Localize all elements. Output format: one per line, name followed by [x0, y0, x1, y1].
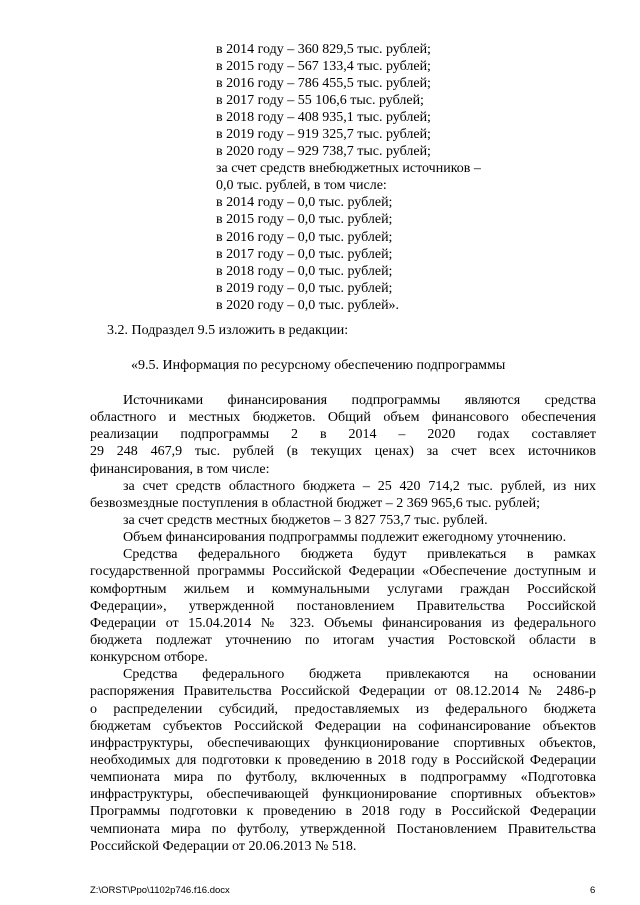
paragraph-line: государственной программы Российской Федерации «Обеспечение доступным и: [90, 564, 596, 580]
list-item: в 2018 году – 408 935,1 тыс. рублей;: [216, 110, 431, 126]
paragraph-line: чемпионата мира по футболу, включенных в подпрограмму «Подготовка: [90, 770, 596, 786]
paragraph-sources: [90, 392, 596, 855]
paragraph-line: финансирования, в том числе:: [90, 461, 270, 477]
paragraph-line: Средства федерального бюджета привлекаются на основании: [123, 667, 596, 683]
paragraph-line: за счет средств областного бюджета – 25 420 714,2 тыс. рублей, из них: [123, 478, 596, 494]
list-item: в 2017 году – 0,0 тыс. рублей;: [216, 246, 393, 262]
list-item: в 2019 году – 0,0 тыс. рублей;: [216, 280, 393, 296]
list-item: в 2014 году – 0,0 тыс. рублей;: [216, 195, 393, 211]
paragraph-line: Федерации от 15.04.2014 № 323. Объемы финансирования из федерального: [90, 615, 596, 631]
list-item: в 2020 году – 929 738,7 тыс. рублей;: [216, 144, 431, 160]
list-item: в 2018 году – 0,0 тыс. рублей;: [216, 263, 393, 279]
paragraph-line: реализации подпрограммы 2 в 2014 – 2020 годах составляет: [90, 427, 596, 443]
paragraph-line: областного и местных бюджетов. Общий объем финансового обеспечения: [90, 410, 596, 426]
funding-by-year-list: [216, 41, 481, 314]
paragraph-line: бюджета подлежат уточнению по итогам участия Ростовской области в: [90, 632, 596, 648]
paragraph-line: инфраструктуры, обеспечивающих функционирование спортивных объектов,: [90, 735, 596, 751]
list-item: в 2017 году – 55 106,6 тыс. рублей;: [216, 93, 424, 109]
paragraph-line: Источниками финансирования подпрограммы являются средства: [123, 393, 596, 408]
paragraph-line: чемпионата мира по футболу, утвержденной Постановлением Правительства: [90, 821, 596, 837]
paragraph-line: за счет средств местных бюджетов – 3 827 753,7 тыс. рублей.: [123, 512, 488, 528]
paragraph-line: Российской Федерации от 20.06.2013 № 518.: [90, 838, 357, 854]
list-item: в 2015 году – 0,0 тыс. рублей;: [216, 212, 393, 228]
paragraph-line: необходимых для подготовки к проведению в 2018 году в Российской Федерации: [90, 752, 596, 768]
paragraph-line: инфраструктуры, обеспечивающей функционирование спортивных объектов»: [90, 787, 596, 803]
list-item: в 2016 году – 786 455,5 тыс. рублей;: [216, 76, 431, 92]
paragraph-line: комфортным жильем и коммунальными услугами граждан Российской: [90, 581, 596, 597]
list-item: за счет средств внебюджетных источников –: [216, 161, 481, 177]
list-item: в 2015 году – 567 133,4 тыс. рублей;: [216, 59, 431, 75]
paragraph-line: Средства федерального бюджета будут привлекаться в рамках: [123, 547, 596, 563]
list-item: в 2014 году – 360 829,5 тыс. рублей;: [216, 42, 431, 57]
footer-page-number: 6: [590, 885, 596, 896]
footer-file-path: Z:\ORST\Ppo\1102p746.f16.docx: [90, 885, 230, 896]
paragraph-line: Объем финансирования подпрограммы подлежит ежегодному уточнению.: [123, 530, 567, 546]
list-item: в 2020 году – 0,0 тыс. рублей».: [216, 297, 400, 313]
paragraph-line: Федерации», утвержденной постановлением Правительства Российской: [90, 598, 596, 614]
paragraph-line: бюджетам субъектов Российской Федерации на софинансирование объектов: [90, 718, 596, 734]
list-item: 0,0 тыс. рублей, в том числе:: [216, 178, 387, 194]
paragraph-line: 29 248 467,9 тыс. рублей (в текущих ценах) за счет всех источников: [90, 444, 596, 460]
paragraph-line: о распределении субсидий, предоставляемых из федерального бюджета: [90, 701, 596, 717]
section-heading: «9.5. Информация по ресурсному обеспечению подпрограммы: [131, 358, 506, 373]
list-item: в 2019 году – 919 325,7 тыс. рублей;: [216, 127, 431, 143]
clause-text: 3.2. Подраздел 9.5 изложить в редакции:: [107, 323, 349, 338]
paragraph-line: безвозмездные поступления в областной бюджет – 2 369 965,6 тыс. рублей;: [90, 495, 541, 511]
paragraph-line: Программы подготовки к проведению в 2018 году в Российской Федерации: [90, 804, 596, 820]
paragraph-line: конкурсном отборе.: [90, 650, 208, 666]
list-item: в 2016 году – 0,0 тыс. рублей;: [216, 229, 393, 245]
paragraph-line: распоряжения Правительства Российской Федерации от 08.12.2014 № 2486-р: [90, 684, 596, 700]
